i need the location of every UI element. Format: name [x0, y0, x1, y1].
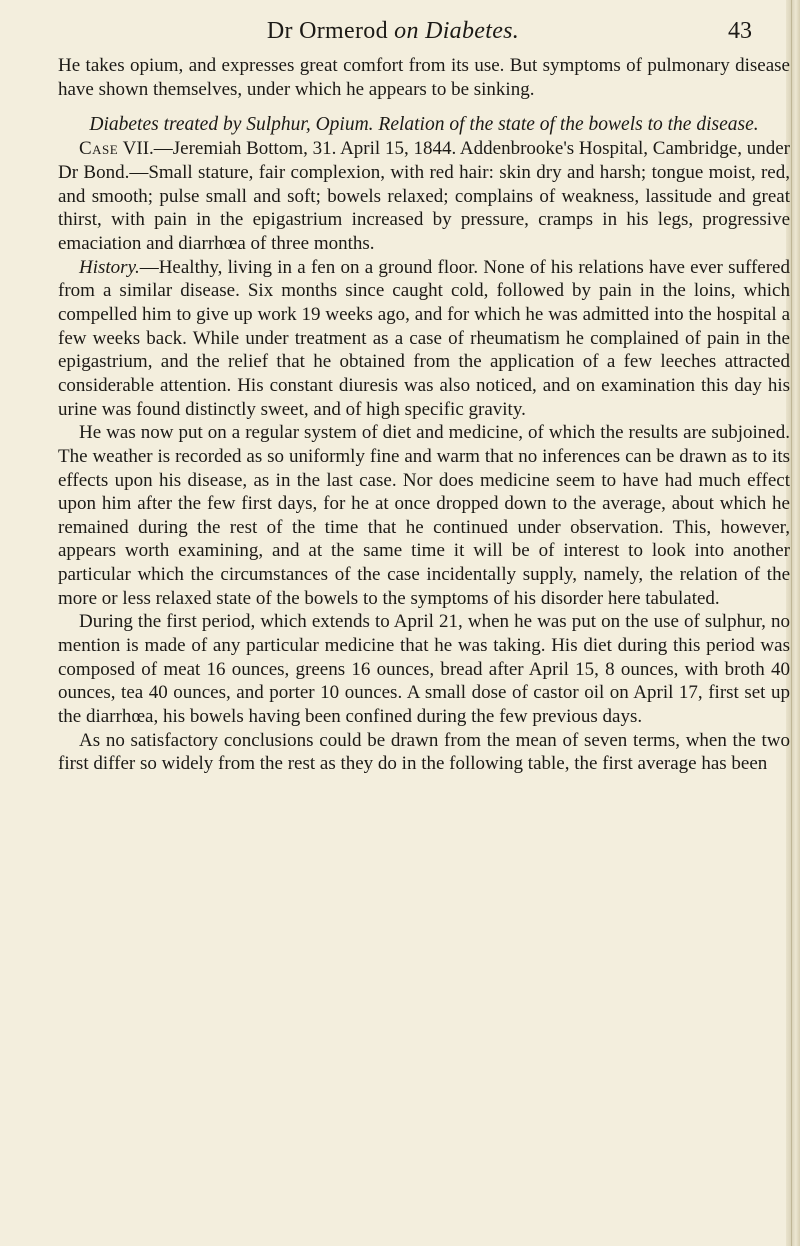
paragraph-first-period: During the first period, which extends to April 21, when he was put on the use of sulphur, no mention is made of any particular medicine that he was taking. His diet during this period was composed of meat 16 ounces, greens 16 ounces, bread after April 15, 8 ounces, with broth 40 ounces, tea 40 ounces, and porter 10 ounces. A small dose of castor oil on April 17, first set up the diarrhœa, his bowels having been confined during the few previous days. — [58, 611, 790, 728]
running-title-italic: on Diabetes. — [394, 18, 520, 44]
section-heading: Diabetes treated by Sulphur, Opium. Relation of the state of the bowels to the disease. — [89, 114, 759, 136]
history-label: History. — [79, 256, 140, 278]
history-text: —Healthy, living in a fen on a ground floor. None of his relations have ever suffered from a similar disease. Six months since caught cold, followed by pain in the loins, which compelled him to give up work 19 weeks ago, and for which he was admitted into the hospital a few weeks back. While under treatment as a case of rheumatism he complained of pain in the epigastrium, and the relief that he obtained from the application of a few leeches attracted considerable attention. His constant diuresis was also noticed, and on examination this day his urine was found distinctly sweet, and of high specific gravity. — [58, 256, 790, 420]
case-label: Case — [79, 138, 119, 160]
running-title — [0, 14, 786, 48]
paragraph-opium: He takes opium, and expresses great comfort from its use. But symptoms of pulmonary disease have shown themselves, under which he appears to be sinking. — [58, 55, 790, 100]
paragraph-case — [58, 137, 790, 255]
paragraph-mean-terms: As no satisfactory conclusions could be drawn from the mean of seven terms, when the two first differ so widely from the rest as they do in the following table, the first average has been — [58, 729, 790, 775]
running-title-prefix: Dr Ormerod — [266, 18, 395, 44]
paragraph-regular-system: He was now put on a regular system of diet and medicine, of which the results are subjoined. The weather is recorded as so uniformly fine and warm that no inferences can be drawn as to its effects upon his disease, as in the last case. Nor does medicine seem to have had much effect upon him after the few first days, for he at once dropped down to the average, about which he remained during the rest of the time that he continued under observation. This, however, appears worth examining, and at the same time it will be of interest to look into another particular which the circumstances of the case incidentally supply, namely, the relation of the more or less relaxed state of the bowels to the symptoms of his disorder here tabulated. — [58, 422, 790, 609]
body-text — [58, 54, 790, 776]
paragraph-history — [58, 256, 790, 422]
running-head — [0, 14, 786, 48]
page-number: 43 — [728, 18, 752, 44]
case-text: VII.—Jeremiah Bottom, 31. April 15, 1844. Addenbrooke's Hospital, Cambridge, under Dr Bond.—Small stature, fair complexion, with red hair: skin dry and harsh; tongue moist, red, and smooth; pulse small and soft; bowels relaxed; complains of weakness, lassitude and great thirst, with pain in the epigastrium increased by pressure, cramps in his legs, progressive emaciation and diarrhœa of three months. — [58, 138, 790, 254]
